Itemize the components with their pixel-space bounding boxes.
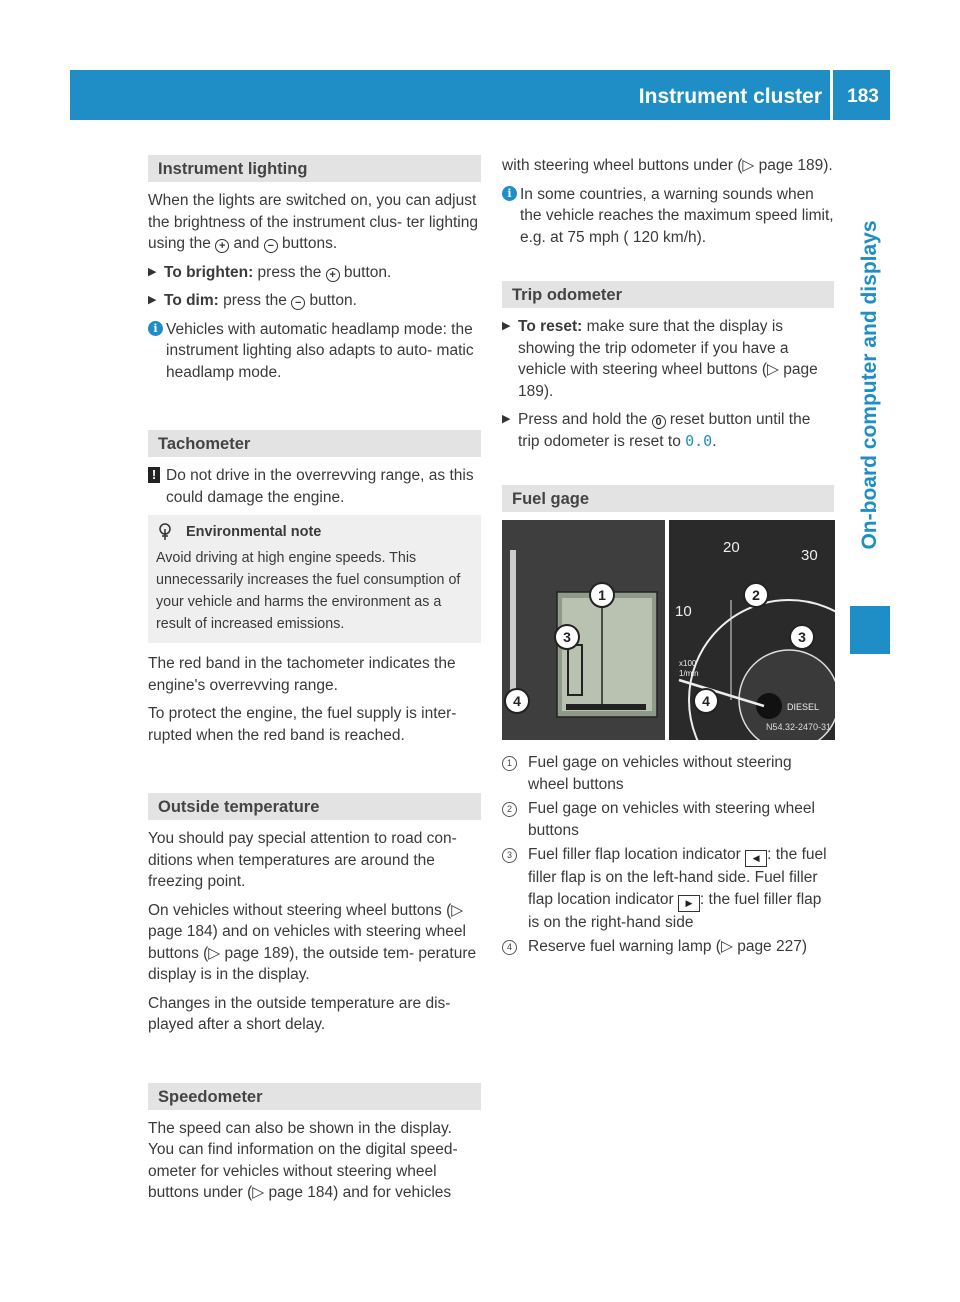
page-number: 183 <box>847 86 879 107</box>
right-column <box>502 155 834 961</box>
info-icon: i <box>502 186 517 201</box>
left-column <box>148 155 481 1211</box>
svg-text:20: 20 <box>723 539 740 556</box>
outside-temperature-para-1: You should pay special attention to road con- ditions when temperatures are around the freezing point. <box>148 830 457 890</box>
section-heading-tachometer: Tachometer <box>148 430 481 457</box>
step-press-hold: ▶ Press and hold the 0 reset button until the trip odometer is reset to 0.0. <box>502 411 811 450</box>
svg-text:DIESEL: DIESEL <box>787 702 820 712</box>
side-tab-block <box>850 606 890 654</box>
step-brighten: ▶ To brighten: press the + button. <box>148 262 481 284</box>
outside-temperature-para-2: On vehicles without steering wheel buttons (▷ page 184) and on vehicles with steering wheel buttons (▷ page 189), the outside tem- perature display is in the display. <box>148 901 477 983</box>
environmental-note-box <box>148 515 481 643</box>
number-circle-icon: 4 <box>502 940 517 955</box>
svg-text:30: 30 <box>801 547 818 564</box>
fuel-gage-figure <box>502 520 835 740</box>
step-reset: ▶ To reset: make sure that the display is showing the trip odometer if you have a vehicle with steering wheel buttons (▷ page 189). <box>502 318 818 400</box>
number-circle-icon: 1 <box>502 756 517 771</box>
warning-overrevving: ! Do not drive in the overrevving range, as this could damage the engine. <box>148 465 481 508</box>
list-item: 2 Fuel gage on vehicles with steering wheel buttons <box>502 798 834 841</box>
svg-text:x100: x100 <box>679 659 697 668</box>
step-dim: ▶ To dim: press the − button. <box>148 290 481 312</box>
callout-4: 4 <box>693 688 719 714</box>
tachometer-para-2: To protect the engine, the fuel supply is inter- rupted when the red band is reached. <box>148 705 457 744</box>
reset-value: 0.0 <box>685 431 713 450</box>
callout-1: 1 <box>589 582 615 608</box>
minus-button-icon: − <box>291 296 305 310</box>
arrow-icon: ▶ <box>502 413 511 425</box>
section-heading-fuel-gage: Fuel gage <box>502 485 834 512</box>
outside-temperature-para-3: Changes in the outside temperature are dis- played after a short delay. <box>148 994 451 1033</box>
page-title: Instrument cluster <box>638 85 822 108</box>
lightbulb-icon <box>158 523 172 541</box>
list-item: 1 Fuel gage on vehicles without steering wheel buttons <box>502 752 834 795</box>
callout-3: 3 <box>554 624 580 650</box>
header-separator <box>830 70 833 120</box>
note-automatic-headlamp: i Vehicles with automatic headlamp mode: the instrument lighting also adapts to auto- matic headlamp mode. <box>148 319 481 384</box>
warning-icon: ! <box>148 467 160 483</box>
note-speed-warning: i In some countries, a warning sounds when the vehicle reaches the maximum speed limit, e.g. at 75 mph ( 120 km/h). <box>502 184 834 249</box>
speedometer-continued: with steering wheel buttons under (▷ page 189). <box>502 157 833 174</box>
reset-button-icon: 0 <box>652 415 666 429</box>
svg-text:1/min: 1/min <box>679 669 699 678</box>
callout-2: 2 <box>743 582 769 608</box>
callout-3: 3 <box>789 624 815 650</box>
right-indicator-icon: ▶ <box>678 895 700 912</box>
list-item: 4 Reserve fuel warning lamp (▷ page 227) <box>502 936 834 958</box>
callout-4: 4 <box>504 688 530 714</box>
tachometer-para-1: The red band in the tachometer indicates the engine's overrevving range. <box>148 655 456 694</box>
section-heading-outside-temperature: Outside temperature <box>148 793 481 820</box>
instrument-lighting-intro: When the lights are switched on, you can adjust the brightness of the instrument clus- ter lighting using the + and − buttons. <box>148 192 478 252</box>
figure-display-panel <box>502 520 665 740</box>
svg-text:10: 10 <box>675 603 692 620</box>
environmental-note-title: Environmental note <box>156 521 473 543</box>
figure-analog-gauge <box>669 520 835 740</box>
section-heading-trip-odometer: Trip odometer <box>502 281 834 308</box>
speedometer-para-1: The speed can also be shown in the display. You can find information on the digital speed- ometer for vehicles without steering wheel buttons under (▷ page 184) and for vehicles <box>148 1119 458 1201</box>
plus-button-icon: + <box>215 239 229 253</box>
section-heading-speedometer: Speedometer <box>148 1083 481 1110</box>
environmental-note-text: Avoid driving at high engine speeds. This unnecessarily increases the fuel consumption of your vehicle and harms the environment as a result of increased emissions. <box>156 550 461 632</box>
arrow-icon: ▶ <box>148 265 157 278</box>
info-icon: i <box>148 321 163 336</box>
side-tab-label: On-board computer and displays <box>858 220 881 550</box>
plus-button-icon: + <box>326 268 340 282</box>
left-indicator-icon: ◀ <box>745 850 767 867</box>
figure-code: N54.32-2470-31 <box>765 721 831 732</box>
arrow-icon: ▶ <box>148 294 157 306</box>
number-circle-icon: 2 <box>502 802 517 817</box>
list-item: 3 Fuel filler flap location indicator ◀ : the fuel filler flap is on the left-hand side. Fuel filler flap location indicator ▶ : the fuel filler flap is on the right-hand side <box>502 844 834 933</box>
section-heading-instrument-lighting: Instrument lighting <box>148 155 481 182</box>
minus-button-icon: − <box>264 239 278 253</box>
number-circle-icon: 3 <box>502 848 517 863</box>
arrow-icon: ▶ <box>502 320 511 332</box>
